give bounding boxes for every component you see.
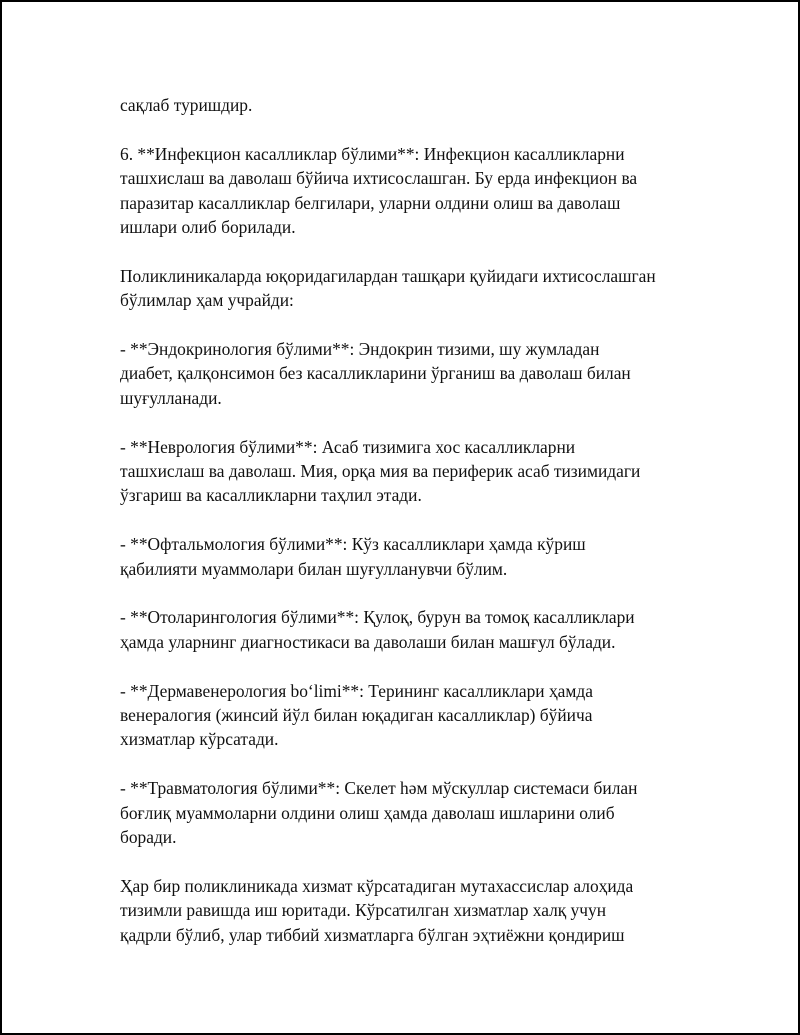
document-paragraph	[120, 435, 690, 508]
text-line: ўзгариш ва касалликларни таҳлил этади.	[120, 485, 422, 506]
document-paragraph	[120, 532, 690, 581]
text-line: тизимли равишда иш юритади. Кўрсатилган хизматлар халқ учун	[120, 900, 607, 921]
document-body	[120, 93, 690, 947]
text-line: сақлаб туришдир.	[120, 95, 253, 115]
document-paragraph	[120, 264, 690, 313]
text-line: боради.	[120, 827, 177, 848]
document-paragraph	[120, 776, 690, 849]
document-paragraph	[120, 337, 690, 410]
text-line: Поликлиникаларда юқоридагилардан ташқари қуйидаги ихтисослашган	[120, 265, 656, 286]
document-paragraph	[120, 93, 690, 117]
text-line: бўлимлар ҳам учрайди:	[120, 290, 294, 311]
text-line: - **Травматология бўлими**: Скелет һәм мўскуллар системаси билан	[120, 778, 638, 799]
text-line: Ҳар бир поликлиникада хизмат кўрсатадиган мутахассислар алоҳида	[120, 875, 634, 896]
text-line: шуғулланади.	[120, 387, 222, 408]
text-line: 6. **Инфекцион касалликлар бўлими**: Инфекцион касалликларни	[120, 143, 625, 164]
document-paragraph	[120, 142, 690, 240]
text-line: ташхислаш ва даволаш. Мия, орқа мия ва периферик асаб тизимидаги	[120, 461, 641, 482]
text-line: қадрли бўлиб, улар тиббий хизматларга бўлган эҳтиёжни қондириш	[120, 924, 625, 945]
text-line: - **Отоларингология бўлими**: Қулоқ, бурун ва томоқ касалликлари	[120, 607, 635, 628]
text-line: - **Дермавенерология bo‘limi**: Терининг касалликлари ҳамда	[120, 680, 593, 701]
document-paragraph	[120, 605, 690, 654]
text-line: - **Офтальмология бўлими**: Кўз касалликлари ҳамда кўриш	[120, 534, 586, 555]
text-line: хизматлар кўрсатади.	[120, 729, 279, 750]
text-line: - **Неврология бўлими**: Асаб тизимига хос касалликларни	[120, 436, 576, 457]
text-line: - **Эндокринология бўлими**: Эндокрин тизими, шу жумладан	[120, 339, 600, 360]
document-paragraph	[120, 874, 690, 947]
text-line: паразитар касалликлар белгилари, уларни олдини олиш ва даволаш	[120, 192, 621, 213]
document-paragraph	[120, 679, 690, 752]
text-line: ишлари олиб борилади.	[120, 217, 296, 238]
text-line: венералогия (жинсий йўл билан юқадиган касалликлар) бўйича	[120, 705, 593, 726]
text-line: ташхислаш ва даволаш бўйича ихтисослашган. Бу ерда инфекцион ва	[120, 168, 638, 189]
text-line: боғлиқ муаммоларни олдини олиш ҳамда даволаш ишларини олиб	[120, 802, 615, 823]
text-line: қабилияти муаммолари билан шуғулланувчи бўлим.	[120, 558, 508, 579]
text-line: диабет, қалқонсимон без касалликларини ўрганиш ва даволаш билан	[120, 363, 631, 384]
text-line: ҳамда уларнинг диагностикаси ва даволаши билан машғул бўлади.	[120, 631, 616, 652]
